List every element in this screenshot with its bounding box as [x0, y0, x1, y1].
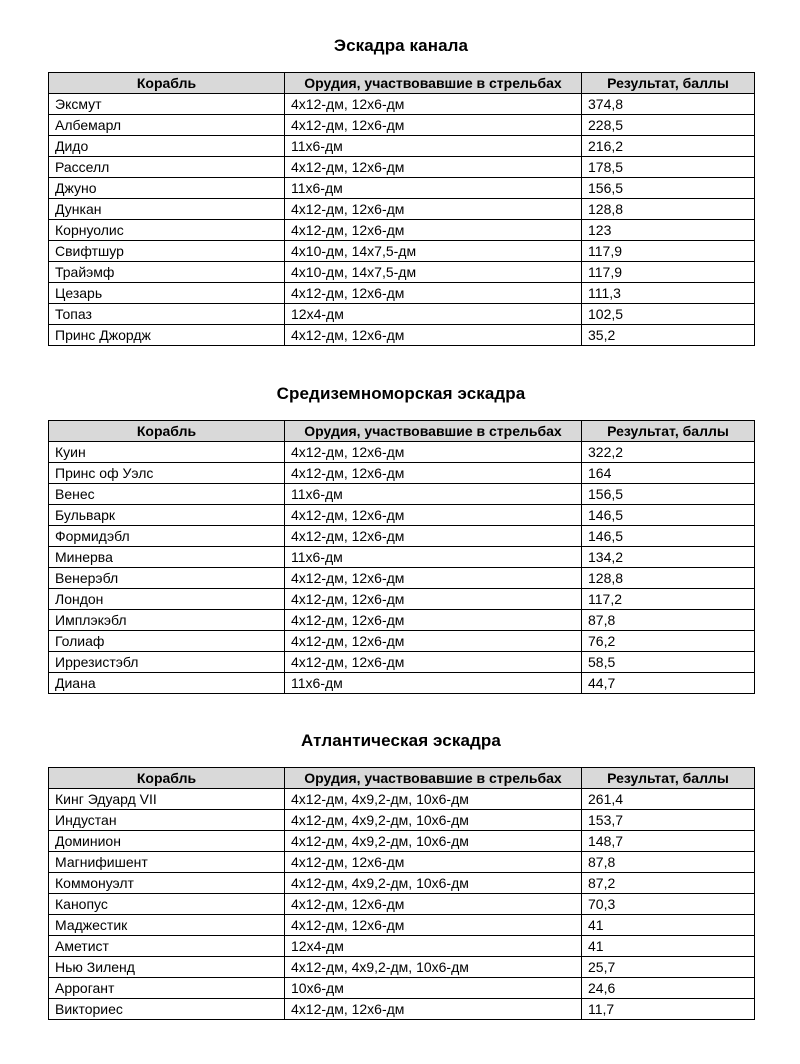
cell-guns: 11х6-дм — [285, 547, 582, 568]
cell-result: 123 — [582, 220, 755, 241]
table-row — [49, 957, 755, 978]
table-row — [49, 978, 755, 999]
cell-guns: 4х12-дм, 12х6-дм — [285, 568, 582, 589]
section-channel-squadron — [48, 36, 754, 343]
cell-result: 41 — [582, 936, 755, 957]
table-row — [49, 936, 755, 957]
cell-ship: Лондон — [49, 589, 285, 610]
cell-guns: 4х12-дм, 12х6-дм — [285, 999, 582, 1020]
table-row — [49, 199, 755, 220]
cell-guns: 4х12-дм, 12х6-дм — [285, 915, 582, 936]
table-row — [49, 220, 755, 241]
table-row — [49, 589, 755, 610]
cell-guns: 12х4-дм — [285, 304, 582, 325]
cell-result: 156,5 — [582, 484, 755, 505]
cell-result: 117,2 — [582, 589, 755, 610]
cell-guns: 4х12-дм, 4х9,2-дм, 10х6-дм — [285, 957, 582, 978]
table-row — [49, 484, 755, 505]
cell-result: 25,7 — [582, 957, 755, 978]
table-row — [49, 283, 755, 304]
table-row — [49, 915, 755, 936]
header-ship: Корабль — [49, 73, 285, 94]
cell-ship: Цезарь — [49, 283, 285, 304]
cell-result: 117,9 — [582, 241, 755, 262]
table-body — [49, 94, 755, 346]
table-row — [49, 631, 755, 652]
cell-guns: 4х12-дм, 4х9,2-дм, 10х6-дм — [285, 831, 582, 852]
header-guns: Орудия, участвовавшие в стрельбах — [285, 73, 582, 94]
cell-ship: Аметист — [49, 936, 285, 957]
cell-result: 24,6 — [582, 978, 755, 999]
table-row — [49, 894, 755, 915]
cell-ship: Венес — [49, 484, 285, 505]
table-row — [49, 673, 755, 694]
cell-result: 58,5 — [582, 652, 755, 673]
cell-guns: 4х12-дм, 12х6-дм — [285, 610, 582, 631]
cell-result: 374,8 — [582, 94, 755, 115]
cell-guns: 4х12-дм, 12х6-дм — [285, 283, 582, 304]
table-row — [49, 304, 755, 325]
section-title: Атлантическая эскадра — [301, 731, 501, 750]
cell-result: 216,2 — [582, 136, 755, 157]
cell-guns: 4х12-дм, 4х9,2-дм, 10х6-дм — [285, 810, 582, 831]
table-row — [49, 262, 755, 283]
cell-result: 153,7 — [582, 810, 755, 831]
cell-guns: 4х12-дм, 12х6-дм — [285, 894, 582, 915]
table-body — [49, 789, 755, 1020]
cell-result: 146,5 — [582, 505, 755, 526]
cell-guns: 4х10-дм, 14х7,5-дм — [285, 262, 582, 283]
cell-ship: Доминион — [49, 831, 285, 852]
cell-result: 164 — [582, 463, 755, 484]
results-table — [48, 420, 755, 694]
cell-guns: 4х12-дм, 12х6-дм — [285, 505, 582, 526]
cell-ship: Эксмут — [49, 94, 285, 115]
cell-guns: 11х6-дм — [285, 178, 582, 199]
cell-ship: Магнифишент — [49, 852, 285, 873]
cell-guns: 4х12-дм, 12х6-дм — [285, 115, 582, 136]
cell-result: 178,5 — [582, 157, 755, 178]
cell-result: 322,2 — [582, 442, 755, 463]
cell-ship: Иррезистэбл — [49, 652, 285, 673]
cell-ship: Принс оф Уэлс — [49, 463, 285, 484]
cell-guns: 4х12-дм, 12х6-дм — [285, 199, 582, 220]
header-guns: Орудия, участвовавшие в стрельбах — [285, 768, 582, 789]
table-row — [49, 831, 755, 852]
cell-ship: Кинг Эдуард VII — [49, 789, 285, 810]
cell-guns: 4х12-дм, 12х6-дм — [285, 526, 582, 547]
table-row — [49, 178, 755, 199]
cell-result: 134,2 — [582, 547, 755, 568]
cell-guns: 4х12-дм, 12х6-дм — [285, 157, 582, 178]
section-title: Эскадра канала — [333, 36, 469, 55]
table-row — [49, 115, 755, 136]
cell-guns: 11х6-дм — [285, 136, 582, 157]
cell-guns: 4х10-дм, 14х7,5-дм — [285, 241, 582, 262]
header-ship: Корабль — [49, 768, 285, 789]
table-row — [49, 136, 755, 157]
cell-guns: 4х12-дм, 4х9,2-дм, 10х6-дм — [285, 873, 582, 894]
cell-result: 117,9 — [582, 262, 755, 283]
cell-guns: 4х12-дм, 12х6-дм — [285, 631, 582, 652]
cell-guns: 11х6-дм — [285, 484, 582, 505]
cell-guns: 4х12-дм, 12х6-дм — [285, 463, 582, 484]
cell-result: 87,8 — [582, 852, 755, 873]
section-title: Средиземноморская эскадра — [276, 384, 526, 403]
results-table — [48, 767, 755, 1020]
cell-result: 102,5 — [582, 304, 755, 325]
header-guns: Орудия, участвовавшие в стрельбах — [285, 421, 582, 442]
cell-ship: Маджестик — [49, 915, 285, 936]
table-row — [49, 873, 755, 894]
cell-ship: Голиаф — [49, 631, 285, 652]
cell-ship: Куин — [49, 442, 285, 463]
cell-ship: Венерэбл — [49, 568, 285, 589]
table-row — [49, 526, 755, 547]
table-row — [49, 241, 755, 262]
cell-result: 146,5 — [582, 526, 755, 547]
cell-result: 76,2 — [582, 631, 755, 652]
cell-ship: Корнуолис — [49, 220, 285, 241]
cell-ship: Дидо — [49, 136, 285, 157]
cell-ship: Свифтшур — [49, 241, 285, 262]
cell-ship: Расселл — [49, 157, 285, 178]
table-row — [49, 463, 755, 484]
header-result: Результат, баллы — [582, 421, 755, 442]
cell-ship: Индустан — [49, 810, 285, 831]
table-row — [49, 852, 755, 873]
results-table — [48, 72, 755, 346]
cell-ship: Формидэбл — [49, 526, 285, 547]
table-header-row — [49, 73, 755, 94]
cell-result: 111,3 — [582, 283, 755, 304]
cell-ship: Трайэмф — [49, 262, 285, 283]
cell-ship: Минерва — [49, 547, 285, 568]
cell-guns: 11х6-дм — [285, 673, 582, 694]
cell-guns: 4х12-дм, 12х6-дм — [285, 94, 582, 115]
cell-ship: Канопус — [49, 894, 285, 915]
cell-result: 148,7 — [582, 831, 755, 852]
cell-ship: Коммонуэлт — [49, 873, 285, 894]
cell-guns: 4х12-дм, 12х6-дм — [285, 325, 582, 346]
cell-ship: Диана — [49, 673, 285, 694]
cell-ship: Викториес — [49, 999, 285, 1020]
cell-result: 41 — [582, 915, 755, 936]
cell-ship: Бульварк — [49, 505, 285, 526]
cell-ship: Албемарл — [49, 115, 285, 136]
cell-guns: 4х12-дм, 12х6-дм — [285, 589, 582, 610]
table-row — [49, 810, 755, 831]
cell-result: 44,7 — [582, 673, 755, 694]
table-row — [49, 505, 755, 526]
cell-guns: 4х12-дм, 12х6-дм — [285, 220, 582, 241]
cell-ship: Джуно — [49, 178, 285, 199]
table-row — [49, 547, 755, 568]
table-body — [49, 442, 755, 694]
table-row — [49, 157, 755, 178]
header-result: Результат, баллы — [582, 768, 755, 789]
cell-result: 35,2 — [582, 325, 755, 346]
cell-result: 228,5 — [582, 115, 755, 136]
table-row — [49, 325, 755, 346]
cell-guns: 4х12-дм, 4х9,2-дм, 10х6-дм — [285, 789, 582, 810]
cell-ship: Имплэкэбл — [49, 610, 285, 631]
header-ship: Корабль — [49, 421, 285, 442]
table-row — [49, 789, 755, 810]
table-header-row — [49, 768, 755, 789]
table-header-row — [49, 421, 755, 442]
table-row — [49, 94, 755, 115]
cell-result: 87,8 — [582, 610, 755, 631]
cell-guns: 12х4-дм — [285, 936, 582, 957]
cell-result: 128,8 — [582, 199, 755, 220]
table-row — [49, 568, 755, 589]
cell-result: 70,3 — [582, 894, 755, 915]
cell-result: 261,4 — [582, 789, 755, 810]
section-atlantic-squadron — [48, 731, 754, 1017]
cell-ship: Принс Джордж — [49, 325, 285, 346]
cell-ship: Аррогант — [49, 978, 285, 999]
cell-result: 87,2 — [582, 873, 755, 894]
cell-guns: 4х12-дм, 12х6-дм — [285, 652, 582, 673]
table-row — [49, 442, 755, 463]
table-row — [49, 652, 755, 673]
cell-ship: Нью Зиленд — [49, 957, 285, 978]
header-result: Результат, баллы — [582, 73, 755, 94]
cell-guns: 4х12-дм, 12х6-дм — [285, 852, 582, 873]
cell-ship: Топаз — [49, 304, 285, 325]
cell-result: 156,5 — [582, 178, 755, 199]
cell-result: 11,7 — [582, 999, 755, 1020]
cell-result: 128,8 — [582, 568, 755, 589]
table-row — [49, 999, 755, 1020]
cell-ship: Дункан — [49, 199, 285, 220]
cell-guns: 10х6-дм — [285, 978, 582, 999]
cell-guns: 4х12-дм, 12х6-дм — [285, 442, 582, 463]
section-mediterranean-squadron — [48, 384, 754, 691]
table-row — [49, 610, 755, 631]
